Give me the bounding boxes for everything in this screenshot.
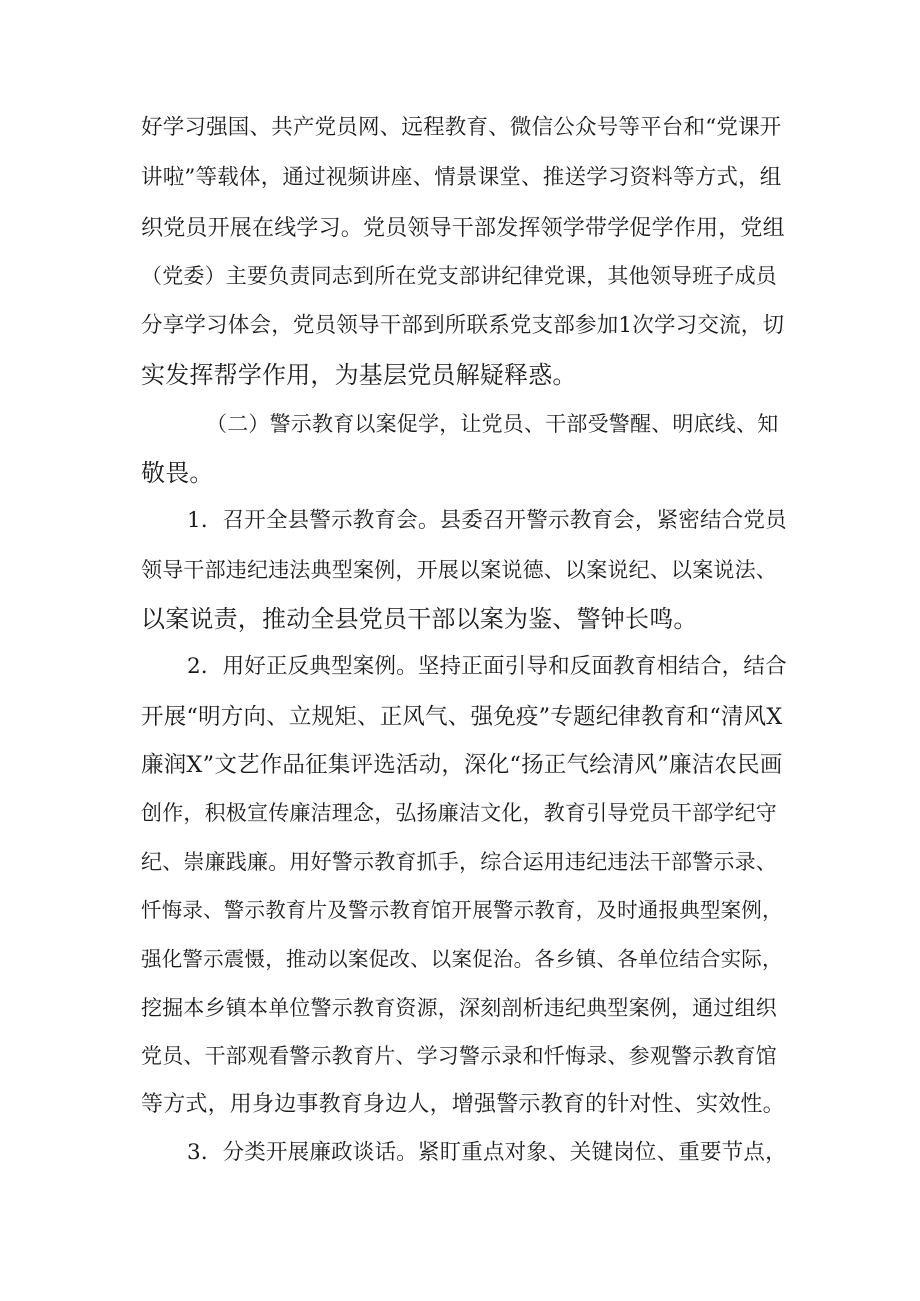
text-line: 纪、崇廉践廉。用好警示教育抓手，综合运用违纪违法干部警示录、 [141,850,777,874]
text-line: 廉润X”文艺作品征集评选活动，深化“扬正气绘清风”廉洁农民画 [141,752,783,778]
text-line: 3．分类开展廉政谈话。紧盯重点对象、关键岗位、重要节点， [187,1140,787,1165]
text-line: 以案说责，推动全县党员干部以案为鉴、警钟长鸣。 [141,605,698,633]
text-line: 实发挥帮学作用，为基层党员解疑释惑。 [141,361,577,389]
text-line: 分享学习体会，党员领导干部到所联系党支部参加1次学习交流，切 [141,313,785,338]
text-line: 等方式，用身边事教育身边人，增强警示教育的针对性、实效性。 [141,1092,785,1117]
text-line: 好学习强国、共产党员网、远程教育、微信公众号等平台和“党课开 [141,115,782,140]
text-line: 1．召开全县警示教育会。县委召开警示教育会，紧密结合党员 [187,508,787,533]
section-heading-line: 敬畏。 [141,459,214,487]
text-line: 创作，积极宣传廉洁理念，弘扬廉洁文化，教育引导党员干部学纪守 [141,801,777,825]
text-line: 挖掘本乡镇本单位警示教育资源，深刻剖析违纪典型案例，通过组织 [141,996,777,1020]
text-line: 2．用好正反典型案例。坚持正面引导和反面教育相结合，结合 [187,654,787,679]
text-line: 党员、干部观看警示教育片、学习警示录和忏悔录、参观警示教育馆 [141,1044,777,1068]
text-line: 织党员开展在线学习。党员领导干部发挥领学带学促学作用，党组 [141,216,785,241]
text-line: 强化警示震慑，推动以案促改、以案促治。各乡镇、各单位结合实际， [141,947,783,971]
text-line: 讲啦”等载体，通过视频讲座、情景课堂、推送学习资料等方式，组 [141,165,782,190]
text-line: 领导干部违纪违法典型案例，开展以案说德、以案说纪、以案说法、 [141,558,777,582]
text-line: （党委）主要负责同志到所在党支部讲纪律党课，其他领导班子成员 [141,264,777,288]
text-line: 开展“明方向、立规矩、正风气、强免疫”专题纪律教育和“清风X [141,704,783,730]
section-heading-line: （二）警示教育以案促学，让党员、干部受警醒、明底线、知 [206,412,779,436]
text-line: 忏悔录、警示教育片及警示教育馆开展警示教育，及时通报典型案例， [141,898,783,922]
